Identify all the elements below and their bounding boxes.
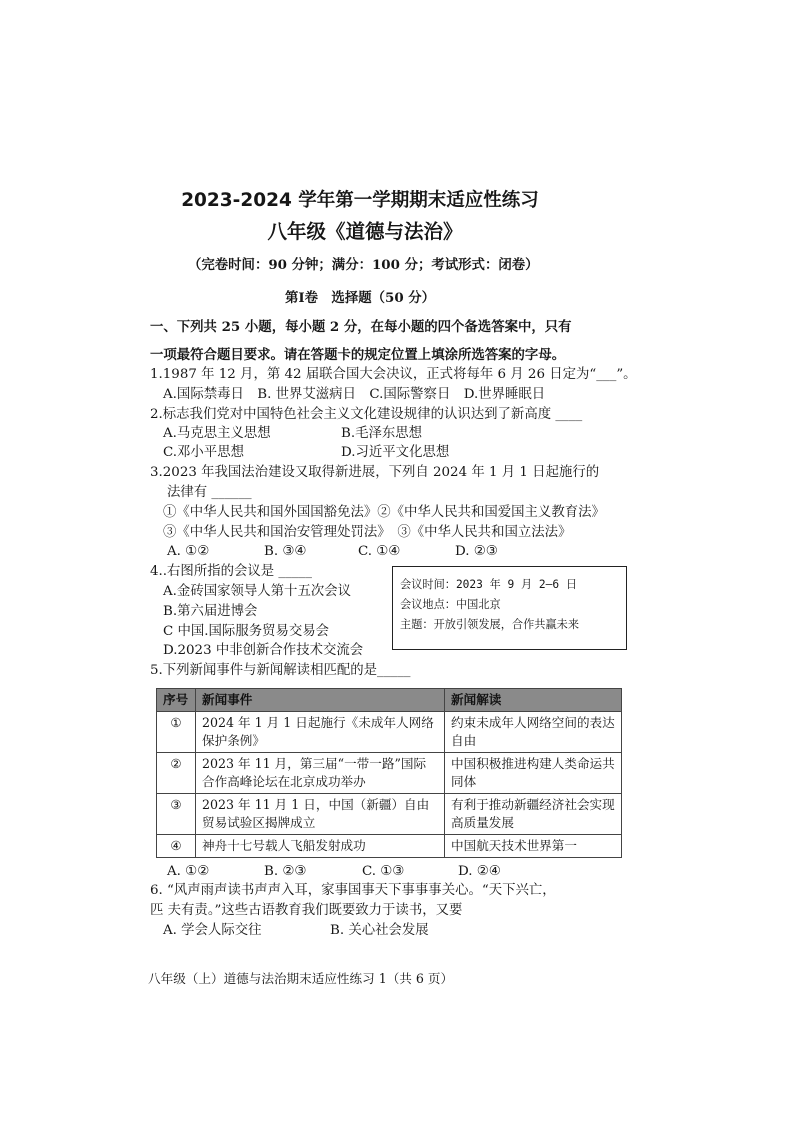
q1-stem: 1.1987 年 12 月，第 42 届联合国大会决议，正式将每年 6 月 26 日定为“___”。 — [150, 367, 637, 382]
q3-option-d: D. ②③ — [455, 544, 498, 559]
q3-option-a: A. ①② — [167, 544, 210, 559]
q3-items-1: ①《中华人民共和国外国国豁免法》②《中华人民共和国爱国主义教育法》 — [163, 505, 605, 520]
q1-options: A.国际禁毒日 B. 世界艾滋病日 C.国际警察日 D.世界睡眠日 — [163, 387, 546, 402]
q5-stem: 5.下列新闻事件与新闻解读相匹配的是_____ — [150, 663, 411, 678]
row-num: ① — [157, 712, 196, 753]
table-header-row — [157, 689, 622, 712]
q5-option-c: C. ①③ — [362, 864, 405, 879]
q6-option-b: B. 关心社会发展 — [330, 923, 429, 938]
row-event: 神舟十七号载人飞船发射成功 — [196, 835, 445, 858]
q4-option-c: C 中国.国际服务贸易交易会 — [163, 624, 330, 639]
q2-option-c: C.邓小平思想 — [163, 445, 244, 460]
header-interp: 新闻解读 — [445, 689, 622, 712]
header-num: 序号 — [157, 689, 196, 712]
table-row — [157, 712, 622, 753]
q4-option-d: D.2023 中非创新合作技术交流会 — [163, 643, 364, 658]
page-title: 2023-2024 学年第一学期期末适应性练习 — [181, 190, 539, 211]
row-interp: 中国积极推进构建人类命运共同体 — [445, 753, 622, 794]
q6-stem-1: 6. “风声雨声读书声声入耳，家事国事天下事事事关心。“天下兴亡， — [150, 883, 556, 898]
row-num: ③ — [157, 794, 196, 835]
q4-option-a: A.金砖国家领导人第十五次会议 — [163, 584, 352, 599]
q2-option-b: B.毛泽东思想 — [341, 426, 423, 441]
q5-option-b: B. ②③ — [264, 864, 307, 879]
row-num: ② — [157, 753, 196, 794]
row-num: ④ — [157, 835, 196, 858]
meeting-time: 会议时间：2023 年 9 月 2—6 日 — [400, 578, 578, 591]
table-row — [157, 794, 622, 835]
instructions-line-2: 一项最符合题目要求。请在答题卡的规定位置上填涂所选答案的字母。 — [150, 347, 566, 363]
q3-option-c: C. ①④ — [358, 544, 401, 559]
q2-stem: 2.标志我们党对中国特色社会主义文化建设规律的认识达到了新高度 ____ — [150, 407, 583, 422]
meeting-info-box — [392, 566, 627, 650]
q6-stem-2: 匹 夫有责。”这些古语教育我们既要致力于读书，又要 — [150, 903, 463, 918]
meeting-place: 会议地点：中国北京 — [400, 598, 501, 611]
row-interp: 中国航天技术世界第一 — [445, 835, 622, 858]
q5-option-a: A. ①② — [167, 864, 210, 879]
instructions-line-1: 一、下列共 25 小题，每小题 2 分，在每小题的四个备选答案中，只有 — [150, 319, 572, 335]
table-row — [157, 753, 622, 794]
q3-items-2: ③《中华人民共和国治安管理处罚法》 ③《中华人民共和国立法法》 — [163, 525, 572, 540]
q2-option-a: A.马克思主义思想 — [163, 426, 271, 441]
exam-info: （完卷时间：90 分钟；满分：100 分；考试形式：闭卷） — [188, 257, 539, 273]
q6-option-a: A. 学会人际交往 — [163, 923, 262, 938]
row-interp: 有利于推动新疆经济社会实现高质量发展 — [445, 794, 622, 835]
meeting-theme: 主题：开放引领发展，合作共赢未来 — [400, 618, 580, 631]
row-interp: 约束未成年人网络空间的表达自由 — [445, 712, 622, 753]
q4-stem: 4..右图所指的会议是 _____ — [150, 564, 312, 579]
page-footer: 八年级（上）道德与法治期末适应性练习 1（共 6 页） — [148, 971, 454, 986]
q3-stem-2: 法律有 ______ — [167, 485, 252, 500]
section-heading: 第Ⅰ卷 选择题（50 分） — [285, 290, 436, 306]
header-event: 新闻事件 — [196, 689, 445, 712]
q4-option-b: B.第六届进博会 — [163, 604, 258, 619]
row-event: 2023 年 11 月 1 日，中国（新疆）自由贸易试验区揭牌成立 — [196, 794, 445, 835]
subject-title: 八年级《道德与法治》 — [267, 220, 463, 243]
q5-option-d: D. ②④ — [458, 864, 501, 879]
q2-option-d: D.习近平文化思想 — [341, 445, 450, 460]
row-event: 2023 年 11 月，第三届“一带一路”国际合作高峰论坛在北京成功举办 — [196, 753, 445, 794]
q3-option-b: B. ③④ — [264, 544, 307, 559]
q3-stem-1: 3.2023 年我国法治建设又取得新进展，下列自 2024 年 1 月 1 日起施行的 — [150, 465, 600, 480]
news-table — [156, 688, 622, 858]
table-row — [157, 835, 622, 858]
row-event: 2024 年 1 月 1 日起施行《未成年人网络保护条例》 — [196, 712, 445, 753]
